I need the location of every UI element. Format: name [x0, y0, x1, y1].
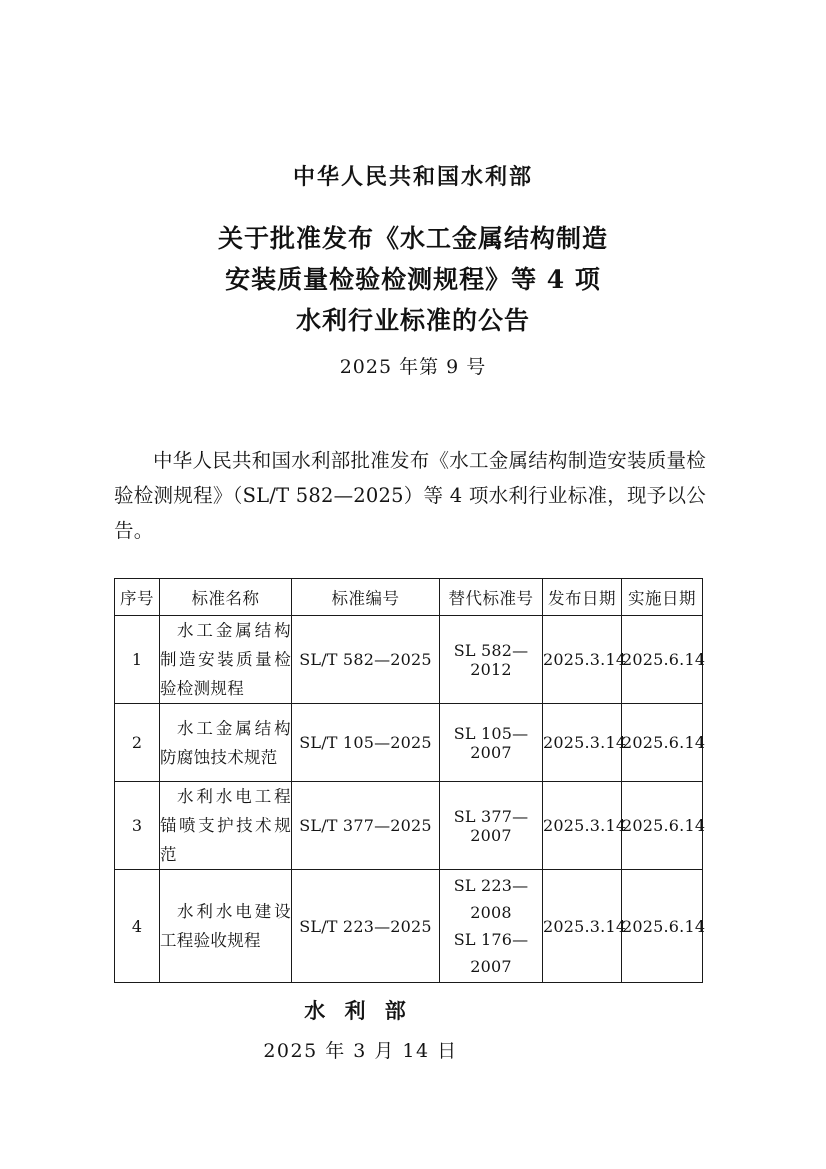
cell-issue-date: 2025.3.14	[543, 704, 622, 782]
table-header-row	[115, 579, 703, 616]
signature-organization: 水 利 部	[304, 998, 412, 1023]
cell-standard-code: SL/T 105—2025	[292, 704, 440, 782]
table-row	[115, 616, 703, 704]
cell-effective-date: 2025.6.14	[622, 704, 703, 782]
cell-replaced-standard: SL 377—2007	[440, 782, 543, 870]
cell-issue-date: 2025.3.14	[543, 870, 622, 983]
table-row	[115, 782, 703, 870]
replaced-standard-line: SL 176—2007	[453, 930, 529, 976]
title-line-1: 关于批准发布《水工金属结构制造	[217, 224, 608, 253]
signature-date: 2025 年 3 月 14 日	[263, 1040, 458, 1062]
cell-effective-date: 2025.6.14	[622, 870, 703, 983]
standards-table	[114, 578, 706, 983]
cell-replaced-standard: SL 582—2012	[440, 616, 543, 704]
cell-standard-name: 水利水电建设工程验收规程	[160, 870, 292, 983]
column-header-replaced-standard: 替代标准号	[440, 579, 543, 616]
issuing-authority-masthead: 中华人民共和国水利部	[292, 164, 533, 190]
cell-standard-name: 水工金属结构防腐蚀技术规范	[160, 704, 292, 782]
title-line-3: 水利行业标准的公告	[295, 306, 530, 335]
replaced-standard-line: SL 223—2008	[453, 876, 529, 922]
table-row	[115, 704, 703, 782]
cell-replaced-standard: SL 105—2007	[440, 704, 543, 782]
document-title	[0, 218, 826, 341]
cell-effective-date: 2025.6.14	[622, 616, 703, 704]
cell-standard-code: SL/T 223—2025	[292, 870, 440, 983]
cell-serial-number: 3	[115, 782, 160, 870]
cell-serial-number: 2	[115, 704, 160, 782]
column-header-standard-code: 标准编号	[292, 579, 440, 616]
cell-standard-name: 水利水电工程锚喷支护技术规范	[160, 782, 292, 870]
cell-serial-number: 1	[115, 616, 160, 704]
cell-effective-date: 2025.6.14	[622, 782, 703, 870]
cell-standard-code: SL/T 582—2025	[292, 616, 440, 704]
cell-replaced-standard	[440, 870, 543, 983]
table-row	[115, 870, 703, 983]
cell-standard-name: 水工金属结构制造安装质量检验检测规程	[160, 616, 292, 704]
title-line-2: 安装质量检验检测规程》等 4 项	[225, 265, 601, 294]
cell-issue-date: 2025.3.14	[543, 616, 622, 704]
announcement-body-paragraph: 中华人民共和国水利部批准发布《水工金属结构制造安装质量检验检测规程》（SL/T 582—2025）等 4 项水利行业标准，现予以公告。	[114, 449, 706, 542]
column-header-issue-date: 发布日期	[543, 579, 622, 616]
cell-serial-number: 4	[115, 870, 160, 983]
column-header-serial-number: 序号	[115, 579, 160, 616]
cell-standard-code: SL/T 377—2025	[292, 782, 440, 870]
announcement-number: 2025 年第 9 号	[339, 356, 487, 378]
column-header-effective-date: 实施日期	[622, 579, 703, 616]
column-header-standard-name: 标准名称	[160, 579, 292, 616]
cell-issue-date: 2025.3.14	[543, 782, 622, 870]
